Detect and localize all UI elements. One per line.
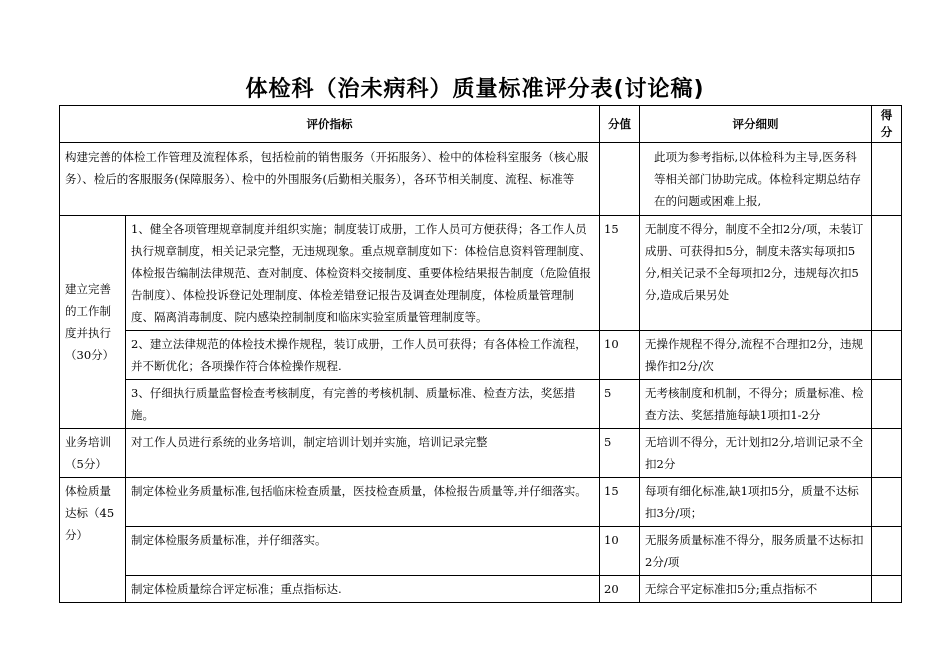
category-cell: 体检质量达标（45分） (60, 478, 126, 603)
content-cell: 2、建立法律规范的体检技术操作规程，装订成册，工作人员可获得；有各体检工作流程，并不断优化；各项操作符合体检操作规程. (126, 331, 600, 380)
intro-got (872, 143, 902, 216)
detail-cell: 每项有细化标准,缺1项扣5分，质量不达标扣3分/项； (640, 478, 872, 527)
score-cell: 5 (600, 429, 640, 478)
intro-score (600, 143, 640, 216)
header-row (60, 106, 902, 143)
detail-cell: 无考核制度和机制，不得分；质量标准、检查方法、奖惩措施每缺1项扣1-2分 (640, 380, 872, 429)
detail-cell: 无操作规程不得分,流程不合理扣2分，违规操作扣2分/次 (640, 331, 872, 380)
table-row (60, 331, 902, 380)
table-row (60, 527, 902, 576)
score-cell: 15 (600, 216, 640, 331)
content-cell: 3、仔细执行质量监督检查考核制度，有完善的考核机制、质量标准、检查方法，奖惩措施。 (126, 380, 600, 429)
header-got: 得分 (872, 106, 902, 143)
table-row (60, 478, 902, 527)
header-indicator: 评价指标 (60, 106, 600, 143)
detail-cell: 无综合平定标准扣5分;重点指标不 (640, 576, 872, 603)
table-row (60, 576, 902, 603)
detail-cell: 无培训不得分，无计划扣2分,培训记录不全扣2分 (640, 429, 872, 478)
detail-cell: 无制度不得分，制度不全扣2分/项，未装订成册、可获得扣5分，制度未落实每项扣5分,相关记录不全每项扣2分，违规每次扣5分,造成后果另处 (640, 216, 872, 331)
table-row (60, 429, 902, 478)
score-cell: 10 (600, 331, 640, 380)
got-cell (872, 576, 902, 603)
got-cell (872, 331, 902, 380)
evaluation-table (59, 105, 902, 603)
intro-detail: 此项为参考指标,以体检科为主导,医务科等相关部门协助完成。体检科定期总结存在的问题或困难上报, (640, 143, 872, 216)
score-cell: 10 (600, 527, 640, 576)
header-score: 分值 (600, 106, 640, 143)
score-cell: 5 (600, 380, 640, 429)
got-cell (872, 429, 902, 478)
content-cell: 对工作人员进行系统的业务培训，制定培训计划并实施，培训记录完整 (126, 429, 600, 478)
header-detail: 评分细则 (640, 106, 872, 143)
category-cell: 建立完善的工作制度并执行（30分） (60, 216, 126, 429)
got-cell (872, 380, 902, 429)
table-row (60, 216, 902, 331)
detail-cell: 无服务质量标准不得分，服务质量不达标扣2分/项 (640, 527, 872, 576)
got-cell (872, 216, 902, 331)
document-title: 体检科（治未病科）质量标准评分表(讨论稿) (245, 77, 705, 102)
content-cell: 1、健全各项管理规章制度并组织实施；制度装订成册，工作人员可方便获得；各工作人员执行规章制度，相关记录完整，无违规现象。重点规章制度如下：体检信息资料管理制度、体检报告编制法律规范、查对制度、体检资料交接制度、重要体检结果报告制度（危险值报告制度）、体检投诉登记处理制度、体检差错登记报告及调查处理制度，体检质量管理制度、隔离消毒制度、院内感染控制制度和临床实验室质量管理制度等。 (126, 216, 600, 331)
content-cell: 制定体检业务质量标准,包括临床检查质量，医技检查质量，体检报告质量等,并仔细落实。 (126, 478, 600, 527)
table-row (60, 380, 902, 429)
content-cell: 制定体检质量综合评定标准；重点指标达. (126, 576, 600, 603)
got-cell (872, 478, 902, 527)
content-cell: 制定体检服务质量标准，并仔细落实。 (126, 527, 600, 576)
got-cell (872, 527, 902, 576)
intro-row (60, 143, 902, 216)
score-cell: 15 (600, 478, 640, 527)
category-cell: 业务培训（5分） (60, 429, 126, 478)
intro-text: 构建完善的体检工作管理及流程体系，包括检前的销售服务（开拓服务）、检中的体检科室服务（核心服务）、检后的客服服务(保障服务）、检中的外围服务(后勤相关服务），各环节相关制度、流程、标准等 (60, 143, 600, 216)
score-cell: 20 (600, 576, 640, 603)
